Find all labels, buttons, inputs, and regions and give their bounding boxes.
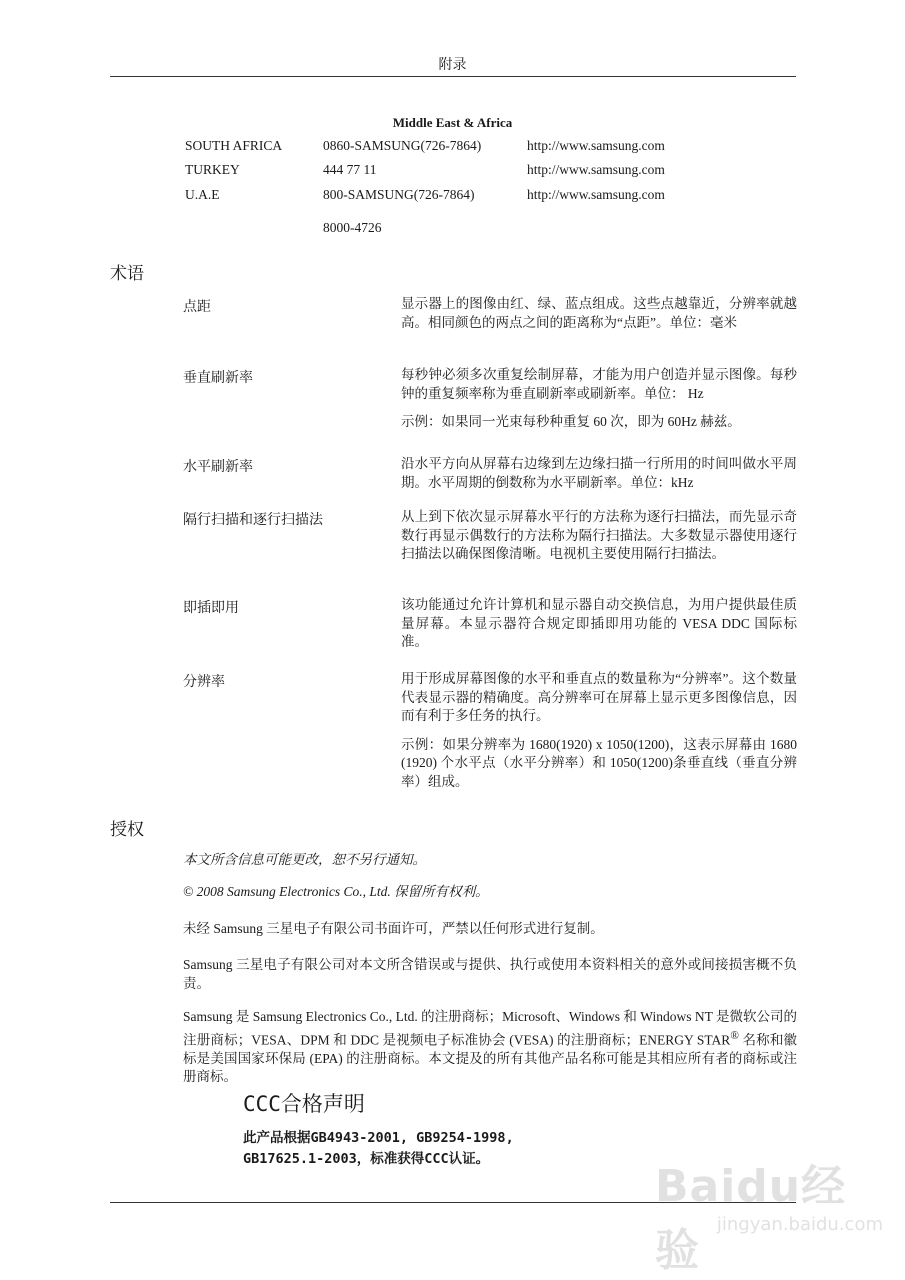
license-trademarks (183, 1008, 797, 1087)
contact-website[interactable]: http://www.samsung.com (527, 187, 665, 202)
contact-row (185, 220, 785, 240)
license-reproduction: 未经 Samsung 三星电子有限公司书面许可，严禁以任何形式进行复制。 (183, 921, 604, 936)
term-description-text: 从上到下依次显示屏幕水平行的方法称为逐行扫描法，而先显示奇数行再显示偶数行的方法称为隔行扫描法。大多数显示器使用逐行扫描法以确保图像清晰。电视机主要使用隔行扫描法。 (401, 509, 797, 561)
license-copyright: © 2008 Samsung Electronics Co., Ltd. 保留所有权利。 (183, 884, 489, 899)
term-name: 水平刷新率 (183, 460, 253, 475)
contact-row (185, 162, 785, 182)
contact-website[interactable]: http://www.samsung.com (527, 138, 665, 153)
contact-country: U.A.E (185, 187, 220, 202)
term-example-text: 示例：如果分辨率为 1680(1920) x 1050(1200)，这表示屏幕由 1680 (1920) 个水平点（水平分辨率）和 1050(1200)条垂直线（垂直分辨率）组成。 (401, 736, 797, 789)
term-description-text: 沿水平方向从屏幕右边缘到左边缘扫描一行所用的时间叫做水平周期。水平周期的倒数称为水平刷新率。单位：kHz (401, 456, 797, 490)
term-description-text: 用于形成屏幕图像的水平和垂直点的数量称为“分辨率”。这个数量代表显示器的精确度。高分辨率可在屏幕上显示更多图像信息，因而有利于多任务的执行。 (401, 671, 797, 723)
license-liability: Samsung 三星电子有限公司对本文所含错误或与提供、执行或使用本资料相关的意外或间接损害概不负责。 (183, 957, 797, 991)
term-description (401, 366, 797, 432)
trademarks-text-part1: Samsung 是 Samsung Electronics Co., Ltd. 的注册商标；Microsoft、Windows 和 Windows NT 是微软公司的注册商标；VESA、DPM 和 DDC 是视频电子标准协会 (VESA) 的注册商标；ENERGY STAR (183, 1009, 798, 1047)
ccc-line-1: 此产品根据GB4943-2001, GB9254-1998, (243, 1130, 514, 1146)
term-name: 点距 (183, 300, 211, 315)
contact-region-title: Middle East & Africa (392, 115, 513, 130)
term-name: 即插即用 (183, 601, 239, 616)
term-name: 分辨率 (183, 675, 225, 690)
license-section-title: 授权 (110, 820, 144, 840)
term-example-text: 示例：如果同一光束每秒种重复 60 次，即为 60Hz 赫兹。 (401, 414, 741, 429)
glossary-section-title: 术语 (110, 264, 144, 284)
watermark-brand: Baidu经验 (655, 1161, 847, 1276)
ccc-line-2: GB17625.1-2003，标准获得CCC认证。 (243, 1151, 490, 1167)
trademarks-text-part2: 名称和徽标是美国国家环保局 (EPA) 的注册商标。本文提及的所有其他产品名称可能是其相应所有者的商标或注册商标。 (183, 1032, 798, 1084)
contact-country: SOUTH AFRICA (185, 138, 283, 153)
header-divider (110, 76, 796, 77)
term-name: 垂直刷新率 (183, 371, 253, 386)
contact-phone: 0860-SAMSUNG(726-7864) (323, 138, 482, 153)
registered-mark: ® (730, 1029, 739, 1042)
term-description (401, 508, 797, 564)
term-description-text: 该功能通过允许计算机和显示器自动交换信息，为用户提供最佳质量屏幕。本显示器符合规定即插即用功能的 VESA DDC 国际标准。 (401, 597, 797, 649)
term-description-text: 每秒钟必须多次重复绘制屏幕，才能为用户创造并显示图像。每秒钟的重复频率称为垂直刷新率或刷新率。单位： Hz (401, 367, 797, 401)
contact-row (185, 138, 785, 158)
term-description (401, 670, 797, 791)
term-description-text: 显示器上的图像由红、绿、蓝点组成。这些点越靠近，分辨率就越高。相同颜色的两点之间的距离称为“点距”。单位：毫米 (401, 296, 797, 330)
contact-phone: 800-SAMSUNG(726-7864) (323, 187, 475, 202)
contact-phone: 444 77 11 (323, 162, 377, 177)
contact-website[interactable]: http://www.samsung.com (527, 162, 665, 177)
term-description (401, 455, 797, 492)
term-description (401, 596, 797, 652)
page-header-title: 附录 (438, 58, 467, 73)
contact-phone: 8000-4726 (323, 220, 382, 235)
watermark-url: jingyan.baidu.com (716, 1214, 883, 1235)
ccc-title: CCC合格声明 (243, 1092, 365, 1116)
contact-country: TURKEY (185, 162, 240, 177)
license-notice: 本文所含信息可能更改，恕不另行通知。 (183, 852, 426, 867)
term-name: 隔行扫描和逐行扫描法 (183, 513, 323, 528)
contact-row (185, 187, 785, 207)
term-description (401, 295, 797, 332)
watermark (655, 1150, 885, 1276)
